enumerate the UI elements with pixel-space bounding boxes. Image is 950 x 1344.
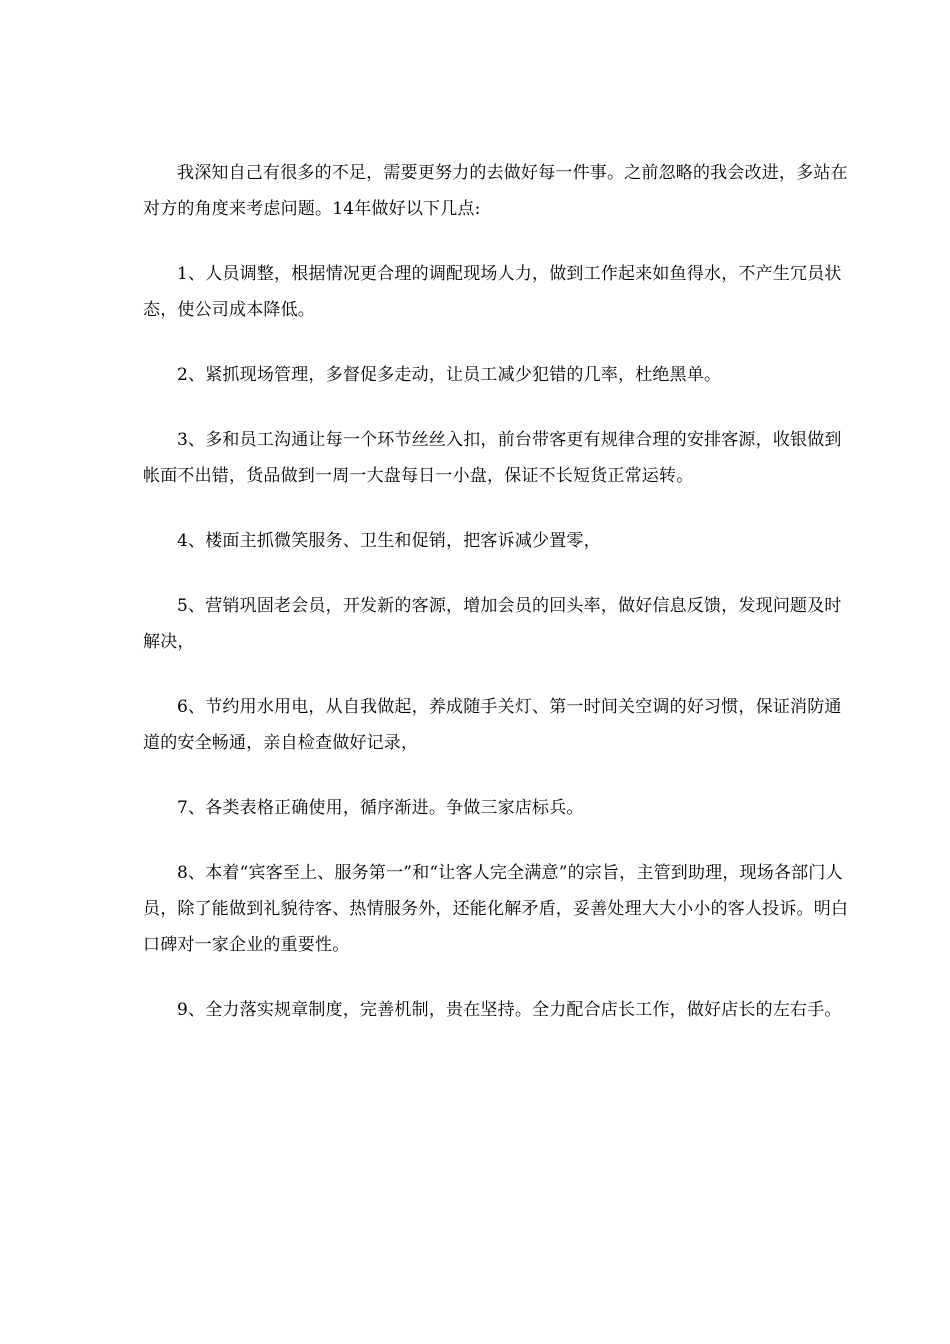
- list-item-2: 2、紧抓现场管理，多督促多走动，让员工减少犯错的几率，杜绝黑单。: [177, 365, 722, 385]
- intro-paragraph: 我深知自己有很多的不足，需要更努力的去做好每一件事。之前忽略的我会改进，多站在对方的角度来考虑问题。14年做好以下几点:: [143, 163, 848, 219]
- list-item-3: 3、多和员工沟通让每一个环节丝丝入扣，前台带客更有规律合理的安排客源，收银做到帐面不出错，货品做到一周一大盘每日一小盘，保证不长短货正常运转。: [143, 430, 842, 486]
- list-item-5: 5、营销巩固老会员，开发新的客源，增加会员的回头率，做好信息反馈，发现问题及时解决，: [143, 596, 842, 652]
- list-item-9: 9、全力落实规章制度，完善机制，贵在坚持。全力配合店长工作，做好店长的左右手。: [177, 1000, 842, 1020]
- list-item-4: 4、楼面主抓微笑服务、卫生和促销，把客诉减少置零，: [177, 531, 601, 551]
- list-item-7: 7、各类表格正确使用，循序渐进。争做三家店标兵。: [177, 798, 584, 818]
- list-item-6: 6、节约用水用电，从自我做起，养成随手关灯、第一时间关空调的好习惯，保证消防通道的安全畅通，亲自检查做好记录，: [143, 697, 842, 753]
- list-item-1: 1、人员调整，根据情况更合理的调配现场人力，做到工作起来如鱼得水，不产生冗员状态，使公司成本降低。: [143, 264, 842, 320]
- list-item-8: 8、本着“宾客至上、服务第一”和“让客人完全满意”的宗旨，主管到助理，现场各部门人员，除了能做到礼貌待客、热情服务外，还能化解矛盾，妥善处理大大小小的客人投诉。明白口碑对一家企业的重要性。: [143, 863, 849, 955]
